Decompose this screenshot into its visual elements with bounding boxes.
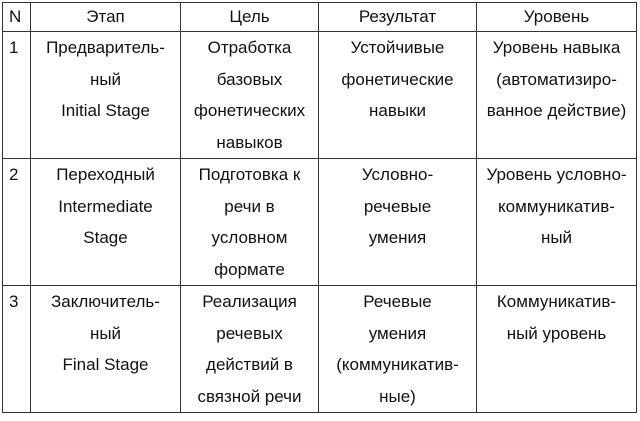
cell-line: (коммуникатив- [336, 355, 459, 374]
table-row [3, 286, 637, 413]
stages-table [2, 2, 637, 413]
cell-line: речевые [363, 196, 432, 216]
header-num: N [3, 3, 31, 32]
cell-line: действий в [206, 355, 293, 374]
level-cell [477, 32, 637, 159]
header-stage: Этап [31, 3, 181, 32]
cell-line: Уровень условно- [486, 165, 627, 184]
cell-line: Коммуникатив- [496, 292, 617, 311]
stage-cell [31, 286, 181, 413]
cell-line: Отработка [207, 38, 292, 57]
cell-line: Final Stage [62, 355, 149, 374]
cell-line: Устойчивые [350, 38, 445, 57]
level-cell [477, 159, 637, 286]
cell-line: Подготовка к [198, 165, 301, 184]
cell-line: фонетические [341, 69, 454, 89]
cell-line: условном [211, 228, 288, 247]
cell-line: (автоматизиро- [496, 69, 617, 89]
cell-line: базовых [216, 69, 283, 89]
goal-cell [181, 286, 319, 413]
header-level: Уровень [477, 3, 637, 32]
cell-line: коммуникатив- [498, 196, 615, 216]
cell-line: навыков [216, 132, 283, 152]
cell-line: Речевые [363, 292, 432, 311]
cell-line: Intermediate [58, 196, 153, 216]
cell-line: Реализация [202, 292, 297, 311]
row-number: 2 [3, 159, 31, 286]
result-cell [319, 286, 477, 413]
header-goal: Цель [181, 3, 319, 32]
cell-line: Заключитель- [51, 292, 160, 311]
goal-cell [181, 32, 319, 159]
cell-line: умения [368, 323, 427, 343]
stage-cell [31, 32, 181, 159]
cell-line: Уровень навыка [492, 38, 621, 57]
cell-line: навыки [368, 101, 427, 120]
goal-cell [181, 159, 319, 286]
header-result: Результат [319, 3, 477, 32]
cell-line: Переходный [56, 165, 155, 184]
cell-line: фонетических [193, 101, 306, 120]
cell-line: речи в [224, 196, 275, 216]
row-number: 1 [3, 32, 31, 159]
cell-line: умения [368, 228, 427, 247]
level-cell [477, 286, 637, 413]
cell-line: связной речи [197, 386, 302, 406]
cell-line: ный уровень [506, 323, 607, 343]
cell-line: Initial Stage [61, 101, 150, 120]
stage-cell [31, 159, 181, 286]
cell-line: ный [540, 228, 573, 247]
result-cell [319, 32, 477, 159]
cell-line: Условно- [361, 165, 434, 184]
cell-line: ный [89, 323, 122, 343]
cell-line: ванное действие) [486, 101, 627, 120]
result-cell [319, 159, 477, 286]
cell-line: ные) [379, 386, 416, 406]
cell-line: речевых [216, 323, 283, 343]
cell-line: Предваритель- [46, 38, 165, 57]
row-number: 3 [3, 286, 31, 413]
cell-line: ный [89, 69, 122, 89]
table-row [3, 32, 637, 159]
table-row [3, 159, 637, 286]
cell-line: Stage [83, 228, 128, 247]
header-row [3, 3, 637, 32]
cell-line: формате [214, 259, 285, 279]
